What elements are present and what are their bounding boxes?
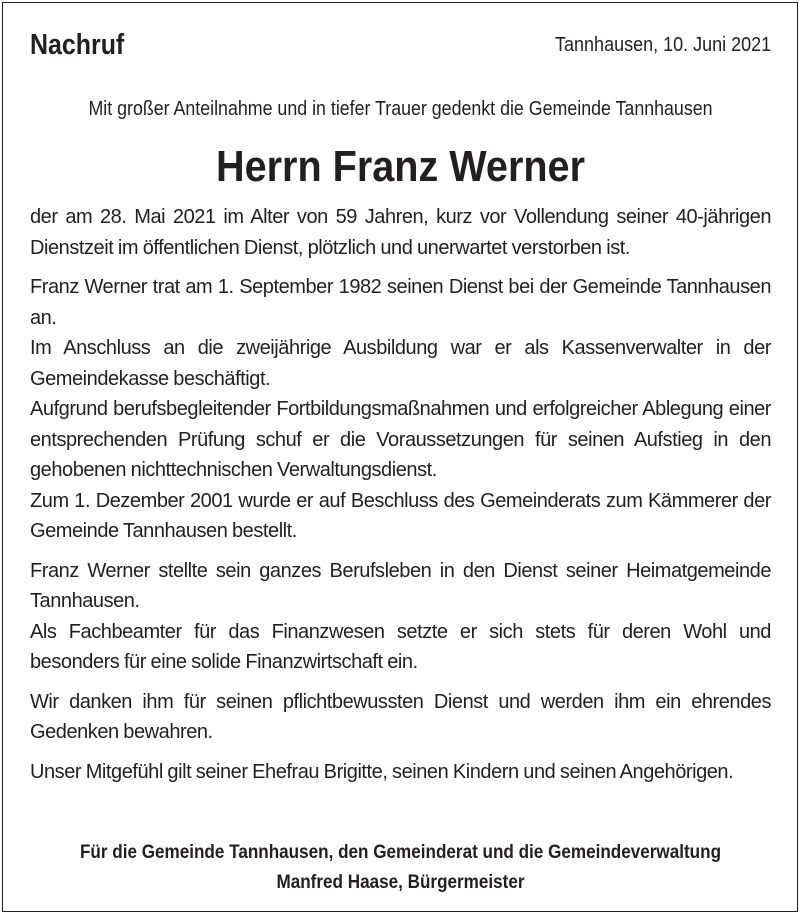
notice-content — [30, 3, 771, 911]
notice-header — [30, 25, 771, 65]
footer-signatory-organization: Für die Gemeinde Tannhausen, den Gemeinderat und die Gemeindeverwaltung — [79, 842, 722, 863]
paragraph-career: Franz Werner stellte sein ganzes Berufsleben in den Dienst seiner Heimatgemeinde Tannhausen. — [30, 559, 771, 612]
notice-type-heading: Nachruf — [30, 29, 125, 61]
paragraph-treasurer: Zum 1. Dezember 2001 wurde er auf Beschluss des Gemeinderats zum Kämmerer der Gemeinde Tannhausen bestellt. — [30, 489, 771, 542]
paragraph-promotion: Aufgrund berufsbegleitender Fortbildungsmaßnahmen und erfolgreicher Ablegung einer entsprechenden Prüfung schuf er die Voraussetzungen für seinen Aufstieg in den gehobenen nichttechnischen Verwaltungsdienst. — [30, 398, 771, 481]
paragraph-training: Im Anschluss an die zweijährige Ausbildung war er als Kassenverwalter in der Gemeindekasse beschäftigt. — [30, 337, 771, 390]
notice-body — [30, 202, 771, 787]
deceased-name: Herrn Franz Werner — [216, 142, 585, 191]
obituary-notice — [2, 2, 798, 912]
paragraph-finance: Als Fachbeamter für das Finanzwesen setzte er sich stets für deren Wohl und besonders für eine solide Finanzwirtschaft ein. — [30, 620, 771, 673]
place-date: Tannhausen, 10. Juni 2021 — [554, 34, 771, 56]
paragraph-service-start: Franz Werner trat am 1. September 1982 seinen Dienst bei der Gemeinde Tannhausen an. — [30, 276, 771, 329]
paragraph-condolences: Unser Mitgefühl gilt seiner Ehefrau Brigitte, seinen Kindern und seinen Angehörigen. — [30, 760, 734, 783]
intro-line: Mit großer Anteilnahme und in tiefer Trauer gedenkt die Gemeinde Tannhausen — [88, 98, 713, 120]
paragraph-thanks: Wir danken ihm für seinen pflichtbewussten Dienst und werden ihm ein ehrendes Gedenken bewahren. — [30, 690, 771, 743]
notice-footer — [30, 838, 771, 898]
paragraph-death-info: der am 28. Mai 2021 im Alter von 59 Jahren, kurz vor Vollendung seiner 40-jährigen Dienstzeit im öffentlichen Dienst, plötzlich und unerwartet verstorben ist. — [30, 206, 771, 259]
footer-signatory-name: Manfred Haase, Bürgermeister — [276, 872, 525, 893]
